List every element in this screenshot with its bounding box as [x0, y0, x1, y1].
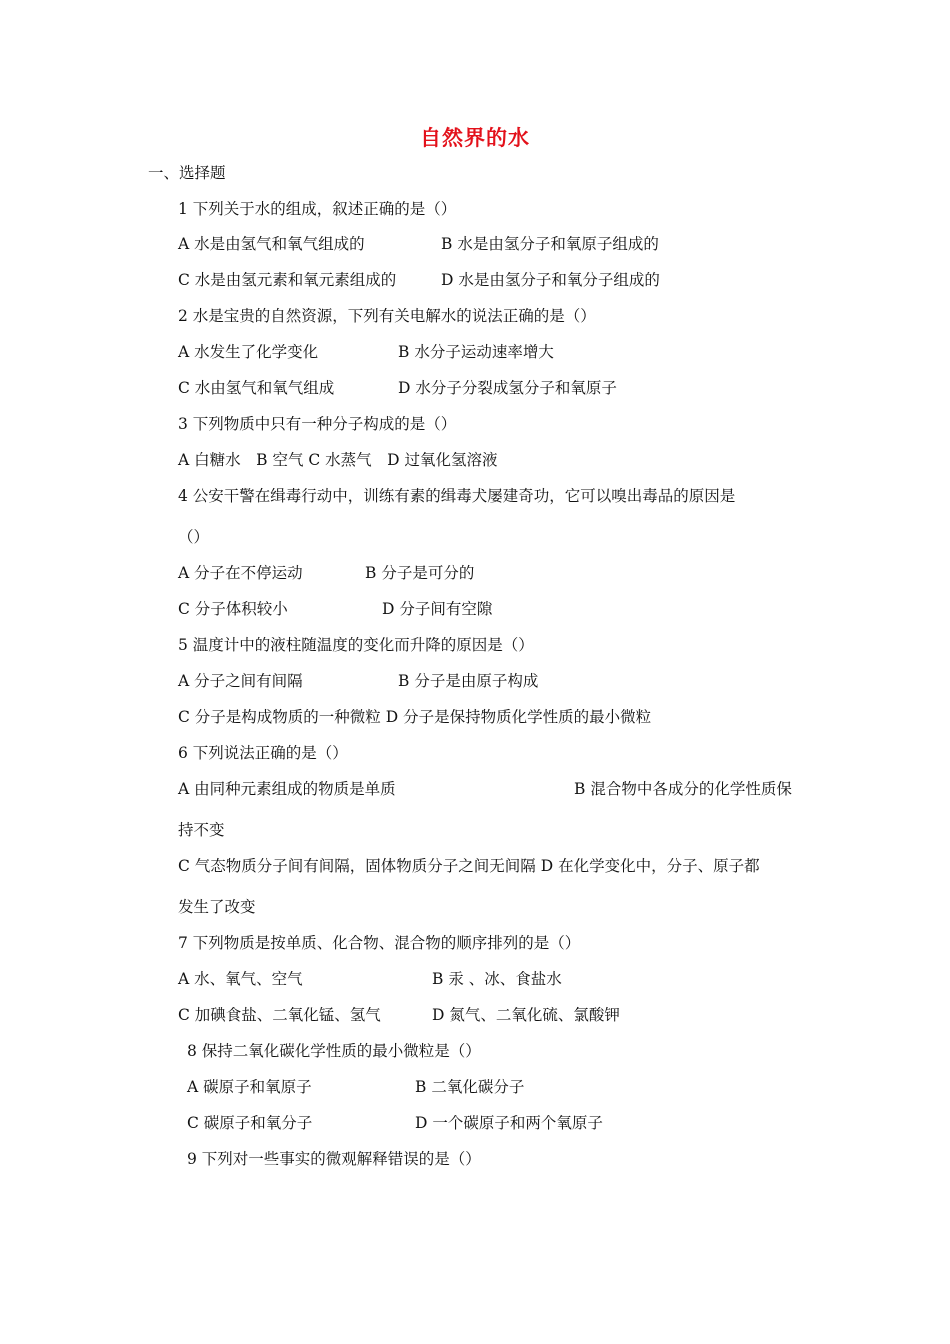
question-7-option-b: B 汞 、冰、食盐水: [432, 970, 562, 988]
question-4-option-b: B 分子是可分的: [365, 564, 475, 582]
question-7-option-a: A 水、氧气、空气: [178, 970, 303, 988]
question-6-option-d-continued: 发生了改变: [178, 898, 256, 916]
question-2-option-c: C 水由氢气和氧气组成: [178, 379, 335, 397]
question-3-options: A 白糖水 B 空气 C 水蒸气 D 过氧化氢溶液: [178, 451, 498, 469]
question-5-option-b: B 分子是由原子构成: [398, 672, 539, 690]
question-6-option-b: B 混合物中各成分的化学性质保: [574, 780, 792, 798]
question-6-option-b-continued: 持不变: [178, 821, 225, 839]
question-8-stem: 8 保持二氧化碳化学性质的最小微粒是（）: [187, 1042, 481, 1060]
document-title: 自然界的水: [420, 126, 530, 150]
question-8-option-d: D 一个碳原子和两个氧原子: [415, 1114, 603, 1132]
question-7-stem: 7 下列物质是按单质、化合物、混合物的顺序排列的是（）: [178, 934, 581, 952]
section-heading: 一、选择题: [148, 164, 226, 182]
question-8-option-b: B 二氧化碳分子: [415, 1078, 525, 1096]
question-8-option-c: C 碳原子和氧分子: [187, 1114, 313, 1132]
question-5-options-cd: C 分子是构成物质的一种微粒 D 分子是保持物质化学性质的最小微粒: [178, 708, 652, 726]
question-2-option-a: A 水发生了化学变化: [178, 343, 319, 361]
question-1-stem: 1 下列关于水的组成，叙述正确的是（）: [178, 200, 457, 218]
question-1-option-c: C 水是由氢元素和氧元素组成的: [178, 271, 397, 289]
question-2-stem: 2 水是宝贵的自然资源，下列有关电解水的说法正确的是（）: [178, 307, 596, 325]
question-4-option-a: A 分子在不停运动: [178, 564, 303, 582]
question-1-option-d: D 水是由氢分子和氧分子组成的: [441, 271, 660, 289]
question-2-option-b: B 水分子运动速率增大: [398, 343, 554, 361]
question-6-options-cd: C 气态物质分子间有间隔，固体物质分子之间无间隔 D 在化学变化中，分子、原子都: [178, 857, 760, 875]
question-4-stem-continued: （）: [178, 528, 210, 546]
question-1-option-b: B 水是由氢分子和氧原子组成的: [441, 235, 659, 253]
question-7-option-d: D 氮气、二氧化硫、氯酸钾: [432, 1006, 620, 1024]
question-2-option-d: D 水分子分裂成氢分子和氧原子: [398, 379, 617, 397]
question-3-stem: 3 下列物质中只有一种分子构成的是（）: [178, 415, 457, 433]
question-7-option-c: C 加碘食盐、二氧化锰、氢气: [178, 1006, 381, 1024]
question-1-option-a: A 水是由氢气和氧气组成的: [178, 235, 365, 253]
question-5-stem: 5 温度计中的液柱随温度的变化而升降的原因是（）: [178, 636, 534, 654]
question-4-option-c: C 分子体积较小: [178, 600, 288, 618]
question-5-option-a: A 分子之间有间隔: [178, 672, 303, 690]
question-4-stem: 4 公安干警在缉毒行动中，训练有素的缉毒犬屡建奇功，它可以嗅出毒品的原因是: [178, 487, 736, 505]
question-4-option-d: D 分子间有空隙: [382, 600, 493, 618]
question-9-stem: 9 下列对一些事实的微观解释错误的是（）: [187, 1150, 481, 1168]
question-6-stem: 6 下列说法正确的是（）: [178, 744, 348, 762]
question-8-option-a: A 碳原子和氧原子: [187, 1078, 312, 1096]
question-6-option-a: A 由同种元素组成的物质是单质: [178, 780, 396, 798]
